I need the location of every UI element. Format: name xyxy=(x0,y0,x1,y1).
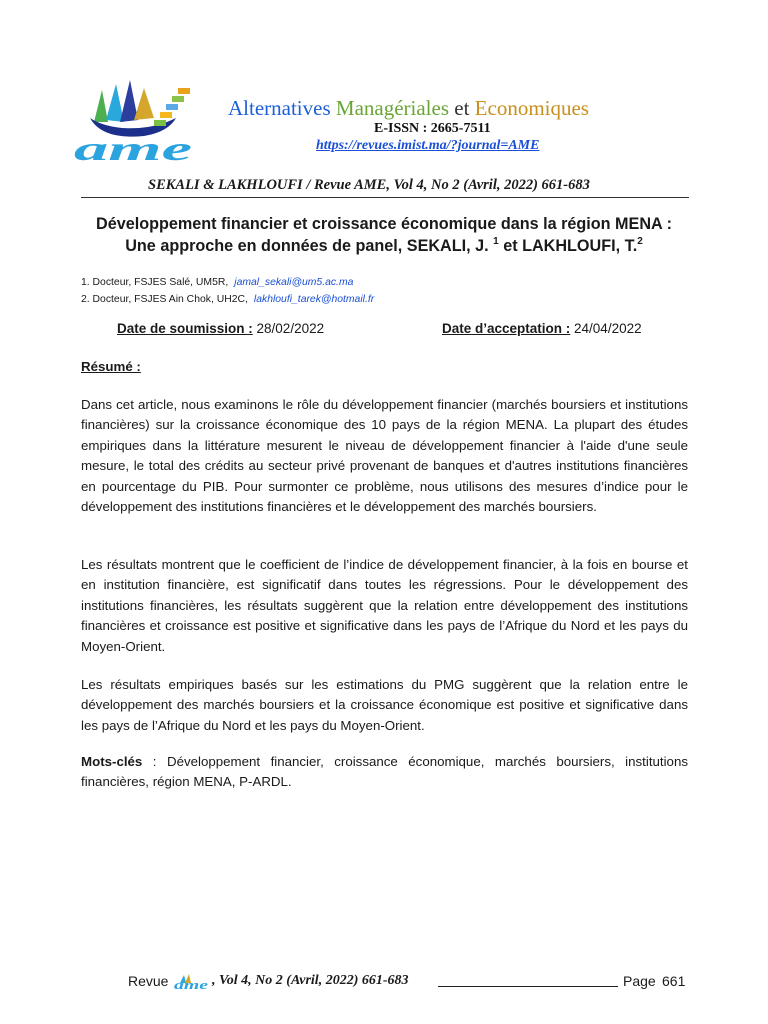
logo-block xyxy=(154,120,166,126)
journal-url-link[interactable]: https://revues.imist.ma/?journal=AME xyxy=(316,138,540,153)
logo-sail-cyan xyxy=(106,84,124,122)
acceptance-date-value: 24/04/2022 xyxy=(570,321,642,336)
footer-rule xyxy=(438,986,618,987)
affiliation-2 xyxy=(81,291,374,308)
keywords-label: Mots-clés xyxy=(81,754,143,769)
author-2-superscript: 2 xyxy=(637,235,643,247)
title-line-2-text: Une approche en données de panel, SEKALI, J. xyxy=(125,237,494,255)
affiliation-1 xyxy=(81,274,374,291)
footer-page-label: Page xyxy=(623,973,656,989)
author-1-superscript: 1 xyxy=(493,235,499,247)
journal-name-part4: Economiques xyxy=(474,96,589,120)
journal-name-part1: Alternatives xyxy=(228,96,336,120)
footer-revue: Revue xyxy=(128,973,169,989)
header-divider xyxy=(81,197,689,198)
logo-block xyxy=(166,104,178,110)
journal-name-part2: Managériales xyxy=(335,96,450,120)
abstract-paragraph-1: Dans cet article, nous examinons le rôle du développement financier (marchés boursiers et institutions financières) sur la croissance économique des 10 pays de la région MENA. La plupart des études empiriques dans la littérature mesurent le niveau de développement financier à l'aide d'une seule mesure, le total des crédits au secteur privé provenant de banques et d'autres institutions financières en pourcentage du PIB. Pour surmonter ce problème, nous utilisons des mesures d’indice pour le développement des institutions financières et le développement des marchés boursiers. xyxy=(81,397,688,515)
acceptance-date xyxy=(442,321,642,336)
article-title xyxy=(80,213,688,257)
abstract-paragraph-3: Les résultats empiriques basés sur les estimations du PMG suggèrent que la relation entre le développement des marchés boursiers et la croissance économique est positive et significative dans les pays de l’Afrique du Nord et les pays du Moyen-Orient. xyxy=(81,677,688,733)
title-line-1: Développement financier et croissance économique dans la région MENA : xyxy=(96,215,672,233)
logo-wordmark: ame xyxy=(74,131,192,162)
affiliation-1-email[interactable]: jamal_sekali@um5.ac.ma xyxy=(234,277,354,288)
title-line-2 xyxy=(80,235,688,257)
logo-block xyxy=(178,88,190,94)
keywords xyxy=(81,752,688,793)
title-line-2-mid: et LAKHLOUFI, T. xyxy=(498,237,638,255)
abstract-paragraph-2: Les résultats montrent que le coefficient de l’indice de développement financier, à la fois en bourse et en institution financière, est significatif dans toutes les régressions. Pour le développement des institutions financières, les résultats suggèrent que la relation entre développement des institutions financières et croissance est positive et significative dans les pays de l’Afrique du Nord et les pays du Moyen-Orient. xyxy=(81,557,688,654)
page-number: 661 xyxy=(662,973,686,989)
logo-sail-blue xyxy=(120,80,138,122)
footer-logo-icon xyxy=(174,974,210,990)
affiliations xyxy=(81,274,374,308)
submission-date xyxy=(117,321,324,336)
acceptance-date-label: Date d’acceptation : xyxy=(442,321,571,336)
journal-name-part3: et xyxy=(449,96,475,120)
journal-logo xyxy=(72,78,198,162)
abstract-heading: Résumé : xyxy=(81,359,141,374)
logo-sail-gold xyxy=(134,88,154,120)
journal-name xyxy=(228,96,589,121)
affiliation-1-text: 1. Docteur, FSJES Salé, UM5R, xyxy=(81,277,229,288)
issn: E-ISSN : 2665-7511 xyxy=(374,121,491,136)
affiliation-2-email[interactable]: lakhloufi_tarek@hotmail.fr xyxy=(253,294,375,305)
page-footer xyxy=(128,973,688,995)
logo-sail-green xyxy=(94,90,108,122)
logo-block xyxy=(172,96,184,102)
keywords-text: : Développement financier, croissance économique, marchés boursiers, institutions financières, région MENA, P-ARDL. xyxy=(81,754,688,790)
logo-block xyxy=(160,112,172,118)
submission-date-value: 28/02/2022 xyxy=(252,321,325,336)
affiliation-2-text: 2. Docteur, FSJES Ain Chok, UH2C, xyxy=(81,294,248,305)
footer-volume: , Vol 4, No 2 (Avril, 2022) 661-683 xyxy=(212,973,409,988)
running-head: SEKALI & LAKHLOUFI / Revue AME, Vol 4, No 2 (Avril, 2022) 661-683 xyxy=(148,177,590,193)
footer-logo-text: ame xyxy=(174,977,209,990)
submission-date-label: Date de soumission : xyxy=(117,321,253,336)
